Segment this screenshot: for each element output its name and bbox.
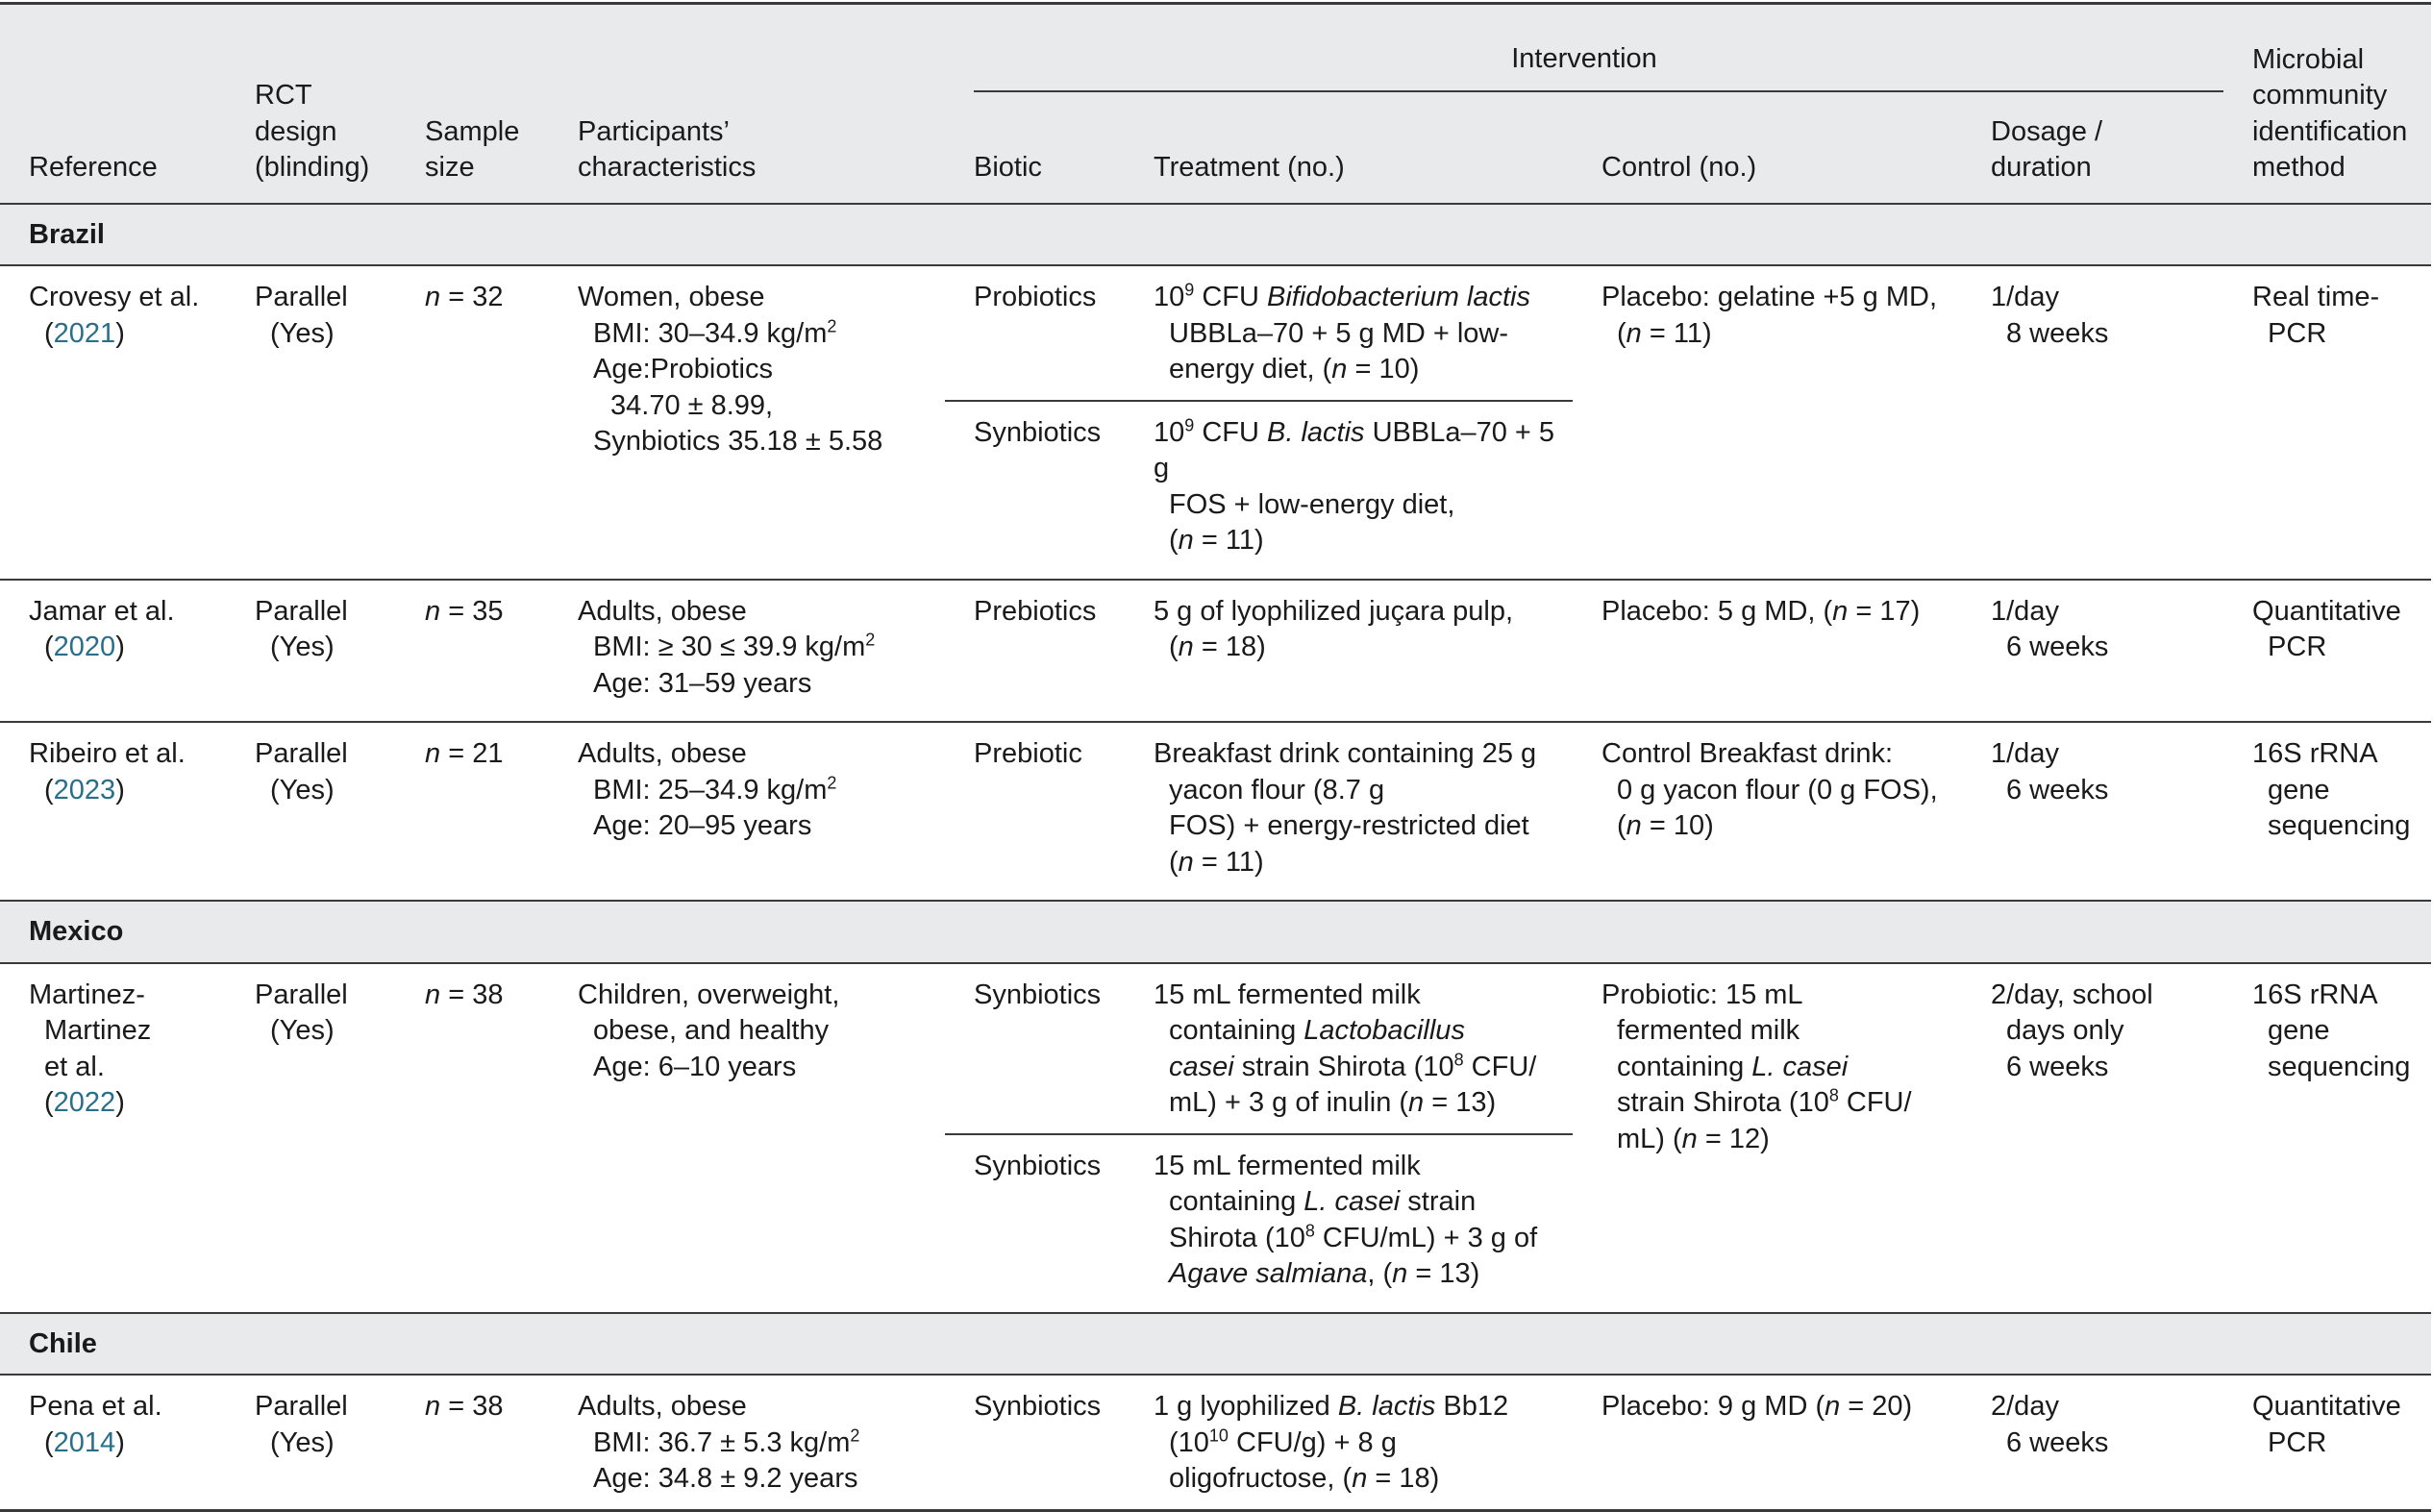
col-rct-design: RCT design (blinding) [226,4,396,204]
section-brazil: Brazil [0,204,2431,266]
studies-table [0,2,2431,1512]
col-microbial-method: Microbial community identification method [2223,4,2431,204]
col-reference: Reference [0,4,226,204]
col-dosage: Dosage / duration [1962,106,2223,204]
table-row-pena: Pena et al. (2014) Parallel (Yes) n = 38 Adults, obese BMI: 36.7 ± 5.3 $kg/m^2$ Age: 34.8 ± 9.2 years Synbiotics 1 g lyophilized B. lactis Bb12 ($10^{10}$ CFU/g) + 8 g oligofructose, (n = 18) Placebo: 9 g MD (n = 20) 2/day 6 weeks Quantitative PCR [0,1375,2431,1510]
table-row-jamar: Jamar et al. (2020) Parallel (Yes) n = 35 Adults, obese BMI: ≥ 30 ≤ 39.9 $kg/m^2$ Age: 31–59 years Prebiotics 5 g of lyophilized juçara pulp, (n = 18) Placebo: 5 g MD, (n = 17) 1/day 6 weeks Quantitative PCR [0,580,2431,723]
col-treatment: Treatment (no.) [1125,106,1573,204]
section-chile: Chile [0,1313,2431,1376]
section-mexico: Mexico [0,901,2431,963]
col-control: Control (no.) [1573,106,1962,204]
table-row-crovesy: Crovesy et al. (2021) Parallel (Yes) n = 32 Women, obese BMI: 30–34.9 $kg/m^2$ Age:Probiotics 34.70 ± 8.99, Synbiotics 35.18 ± 5.58 Probiotics $10^9$ CFU Bifidobacterium lactis UBBLa–70 + 5 g MD + low- energy diet, (n = 10) Placebo: gelatine +5 g MD, (n = 11) 1/day 8 weeks Real time- PCR [29,280,2380,457]
table-row-martinez-agave: Synbiotics 15 mL fermented milk containing L. casei strain Shirota ($10^8$ CFU/mL) + 3 g of Agave salmiana, (n = 13) [0,1134,2431,1313]
table-row-ribeiro: Ribeiro et al. (2023) Parallel (Yes) n = 21 Adults, obese BMI: 25–34.9 $kg/m^2$ Age: 20–95 years Prebiotic Breakfast drink containing 25 g yacon flour (8.7 g FOS) + energy-restricted diet (n = 11) Control Breakfast drink: 0 g yacon flour (0 g FOS), (n = 10) 1/day 6 weeks 16S rRNA gene sequencing [0,722,2431,901]
col-participants: Participants’ characteristics [549,4,945,204]
intervention-label: Intervention [1511,43,1657,74]
citation-link[interactable]: 2020 [53,632,116,662]
citation-link[interactable]: 2023 [53,774,116,806]
citation-link[interactable]: 2022 [53,1087,116,1118]
table-header [0,4,2431,204]
citation-link[interactable]: 2014 [53,1426,116,1458]
col-intervention-group [945,4,2223,106]
col-sample-size: Sample size [396,4,549,204]
table-row-martinez: Martinez- Martinez et al. (2022) Parallel (Yes) n = 38 Children, overweight, obese, and healthy Age: 6–10 years Synbiotics 15 mL fermented milk containing Lactobacillus casei strain Shirota ($10^8$ CFU/ mL) + 3 g of inulin (n = 13) Probiotic: 15 mL fermented milk containing L. casei strain Shirota ($10^8$ CFU/ mL) (n = 12) 2/day, school days only 6 weeks 16S rRNA gene sequencing [29,979,2411,1154]
citation-link[interactable]: 2021 [53,317,116,349]
col-biotic: Biotic [945,106,1125,204]
table-row-crovesy-synbiotics: Synbiotics $10^9$ CFU B. lactis UBBLa–70 + 5 g FOS + low-energy diet, (n = 11) [0,401,2431,580]
